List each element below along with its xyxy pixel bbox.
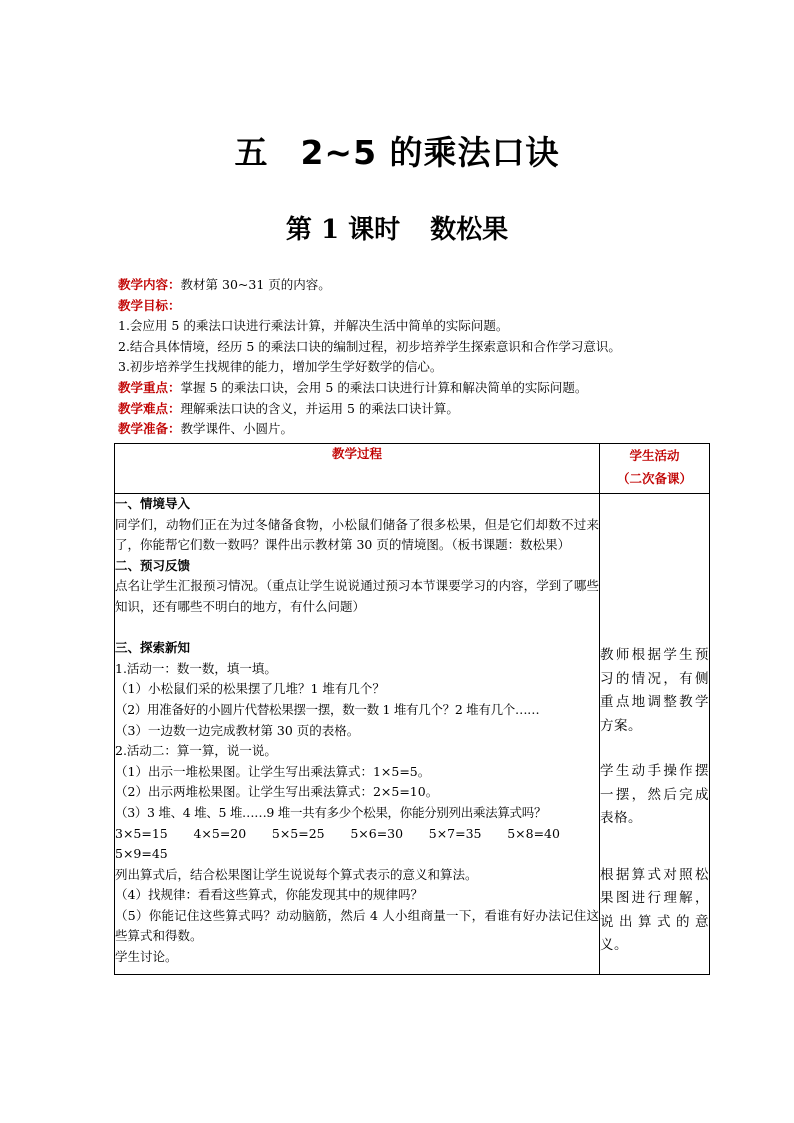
column-header-process: 教学过程 — [115, 444, 600, 494]
teaching-process-table — [114, 443, 710, 975]
section-heading: 二、预习反馈 — [115, 557, 191, 573]
activity-line: （2）出示两堆松果图。让学生写出乘法算式：2×5=10。 — [115, 784, 439, 800]
activity-line: 1.活动一：数一数，填一填。 — [115, 660, 277, 676]
unit-number: 五 — [234, 133, 269, 172]
section-text: 同学们，动物们正在为过冬储备食物，小松鼠们储备了很多松果，但是它们却数不过来了，你能帮它们数一数吗？课件出示教材第 30 页的情境图。（板书课题：数松果） — [115, 516, 599, 553]
activity-line: 2.活动二：算一算，说一说。 — [115, 743, 277, 759]
formula: 4×5=20 — [193, 825, 247, 841]
activity-line: （3）3 堆、4 堆、5 堆……9 堆一共有多少个松果，你能分别列出乘法算式吗？ — [115, 804, 547, 820]
column-header-activity: 学生活动 （二次备课） — [600, 444, 710, 494]
formula: 5×5=25 — [271, 825, 325, 841]
meta-line: 教学目标： — [118, 297, 181, 313]
meta-line: 2.结合具体情境，经历 5 的乘法口诀的编制过程，初步培养学生探索意识和合作学习意识。 — [118, 338, 621, 354]
activity-line: （1）小松鼠们采的松果摆了几堆？1 堆有几个？ — [115, 681, 385, 697]
student-activity-column — [600, 494, 710, 975]
activity-line: 列出算式后，结合松果图让学生说说每个算式表示的意义和算法。 — [115, 866, 478, 882]
side-note: 教师根据学生预习的情况，有侧重点地调整教学方案。 — [600, 647, 709, 734]
activity-line: （1）出示一堆松果图。让学生写出乘法算式：1×5=5。 — [115, 763, 431, 779]
activity-line: 学生讨论。 — [115, 949, 178, 965]
section-heading: 三、探索新知 — [115, 640, 191, 656]
meta-line: 教学难点：理解乘法口诀的含义，并运用 5 的乘法口诀计算。 — [118, 400, 459, 416]
meta-line: 教学内容：教材第 30~31 页的内容。 — [118, 277, 331, 292]
formula: 5×7=35 — [428, 825, 482, 841]
unit-name: 2~5 的乘法口诀 — [300, 133, 560, 172]
lesson-title — [0, 209, 794, 246]
side-note: 学生动手操作摆一摆，然后完成表格。 — [600, 763, 709, 826]
activity-line: （5）你能记住这些算式吗？动动脑筋，然后 4 人小组商量一下，看谁有好办法记住这些算式和得数。 — [115, 907, 599, 944]
formula: 3×5=15 — [115, 825, 168, 841]
meta-line: 教学重点：掌握 5 的乘法口诀，会用 5 的乘法口诀进行计算和解决简单的实际问题。 — [118, 379, 588, 395]
lesson-number: 第 1 课时 — [285, 215, 401, 245]
process-content — [115, 494, 600, 975]
activity-line: （4）找规律：看看这些算式，你能发现其中的规律吗？ — [115, 887, 423, 903]
lesson-meta — [118, 275, 718, 440]
meta-line: 教学准备：教学课件、小圆片。 — [118, 421, 294, 437]
section-heading: 一、情境导入 — [115, 496, 191, 511]
activity-line: （2）用准备好的小圆片代替松果摆一摆，数一数 1 堆有几个？2 堆有几个…… — [115, 701, 540, 717]
activity-line: （3）一边数一边完成教材第 30 页的表格。 — [115, 722, 360, 738]
formula: 5×8=40 — [507, 825, 560, 841]
formula: 5×6=30 — [350, 825, 404, 841]
meta-line: 3.初步培养学生找规律的能力，增加学生学好数学的信心。 — [118, 359, 443, 375]
side-note: 根据算式对照松果图进行理解，说出算式的意义。 — [600, 866, 709, 953]
formula-row — [115, 824, 560, 845]
page-title — [0, 127, 794, 174]
formula: 5×9=45 — [115, 846, 168, 862]
lesson-topic: 数松果 — [430, 215, 509, 245]
meta-line: 1.会应用 5 的乘法口诀进行乘法计算，并解决生活中简单的实际问题。 — [118, 318, 509, 334]
section-text: 点名让学生汇报预习情况。（重点让学生说说通过预习本节课要学习的内容，学到了哪些知识，还有哪些不明白的地方，有什么问题） — [115, 578, 599, 614]
